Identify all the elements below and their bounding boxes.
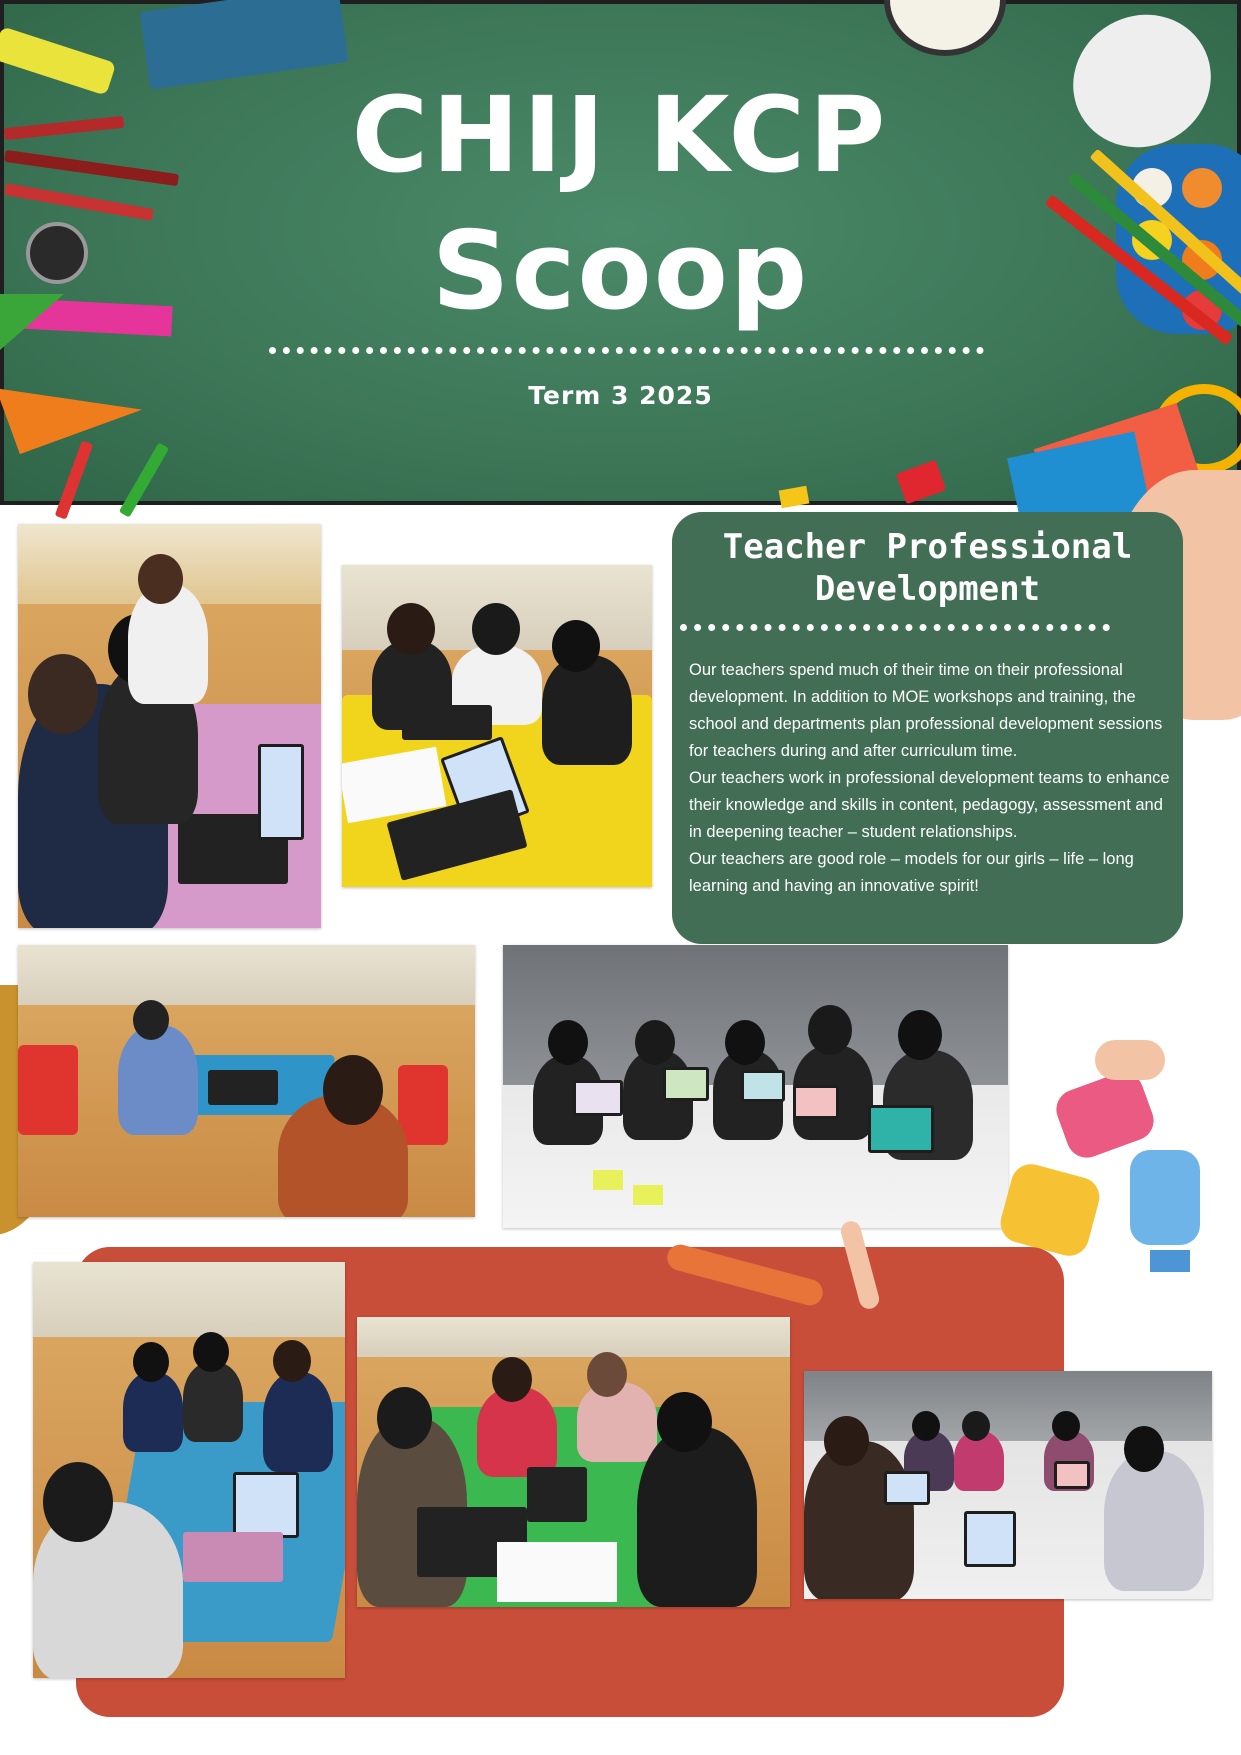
photo-teachers-laptops-pink-table [18,524,321,928]
photo-hall-workshop [18,945,475,1217]
photo-teachers-blue-table [33,1262,345,1678]
newsletter-title-line2: Scoop [431,209,810,334]
pencil-icon [119,442,169,517]
article-heading-line1: Teacher Professional [722,527,1133,567]
article-heading-line2: Development [814,569,1041,609]
lego-brick-icon [896,460,946,504]
photo-teachers-holding-tablets [503,945,1008,1228]
photo-teachers-green-table [357,1317,790,1607]
article-paragraph: Our teachers work in professional development teams to enhance their knowledge and skills in content, pedagogy, assessment and in deepening teacher – student relationships. [689,769,1170,841]
photo-teachers-meeting-room [804,1371,1212,1599]
article-card [672,512,1183,944]
article-heading [672,526,1183,610]
puzzle-pieces-icon [985,1040,1215,1275]
clock-icon [884,0,1006,56]
article-paragraph: Our teachers are good role – models for our girls – life – long learning and having an innovative spirit! [689,850,1134,895]
header-banner [0,0,1241,505]
dotted-divider [680,624,1110,631]
term-label: Term 3 2025 [528,381,713,410]
newsletter-title-line1: CHIJ KCP [351,74,890,196]
article-paragraph: Our teachers spend much of their time on their professional development. In addition to MOE workshops and training, the school and departments plan professional development sessions for teachers during and after curriculum time. [689,661,1163,760]
lego-brick-icon [779,486,810,509]
dotted-divider [269,347,984,354]
pencil-icon [55,440,94,519]
article-body [689,657,1171,900]
photo-teachers-yellow-table [342,565,652,887]
